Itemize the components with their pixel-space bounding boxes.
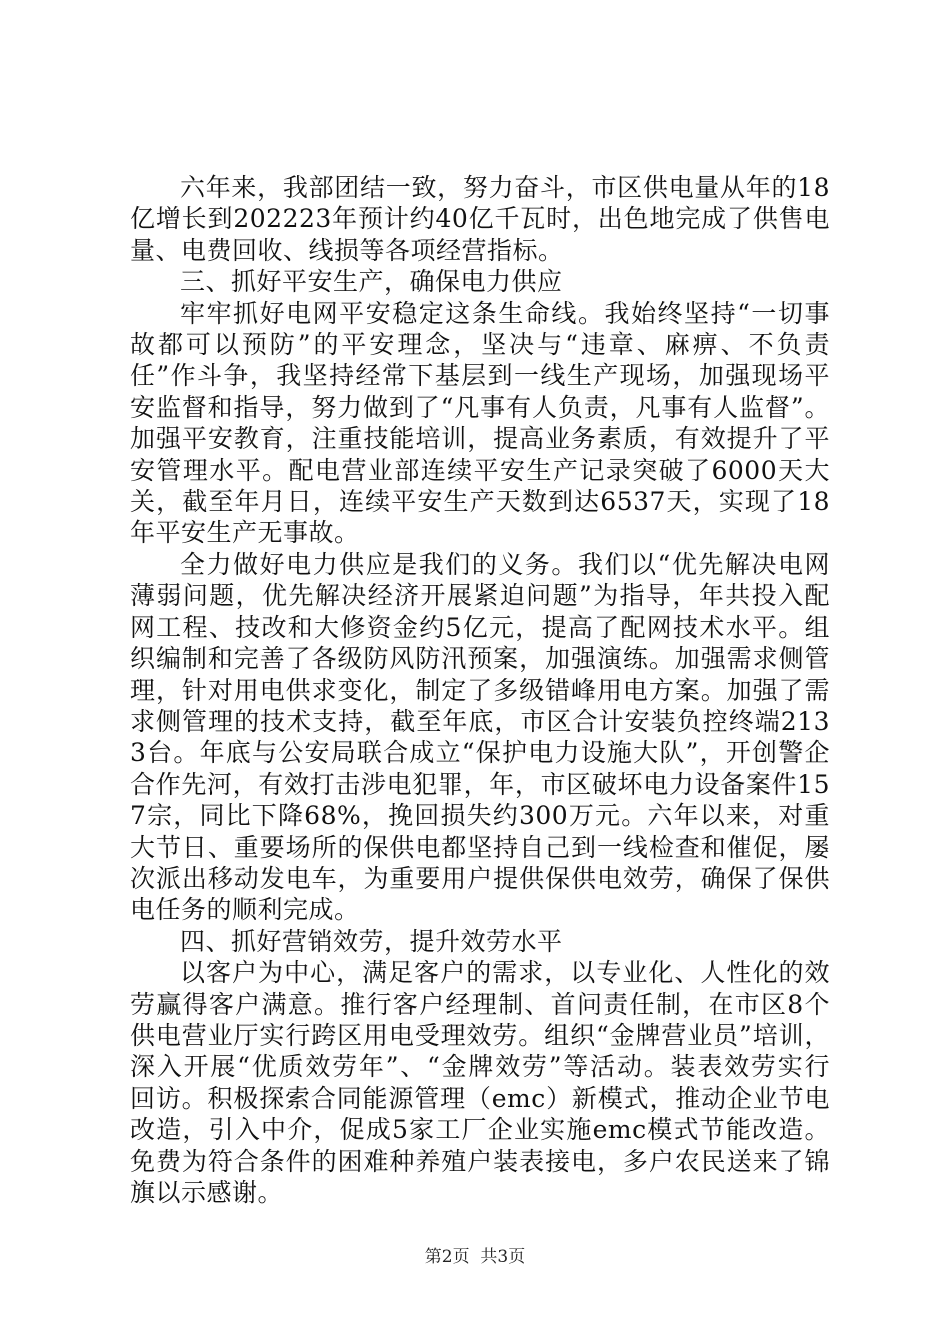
- page-number-label: 第2页 共3页: [424, 1247, 526, 1267]
- paragraph-grid-safety: 牢牢抓好电网平安稳定这条生命线。我始终坚持“一切事故都可以预防”的平安理念，坚决与“违章、麻痹、不负责任”作斗争，我坚持经常下基层到一线生产现场，加强现场平安监督和指导，努力做到了“凡事有人负责，凡事有人监督”。加强平安教育，注重技能培训，提高业务素质，有效提升了平安管理水平。配电营业部连续平安生产记录突破了6000天大关，截至年月日，连续平安生产天数到达6537天，实现了18年平安生产无事故。: [130, 298, 830, 548]
- paragraph-electricity-supply-growth: 六年来，我部团结一致，努力奋斗，市区供电量从年的18亿增长到202223年预计约40亿千瓦时，出色地完成了供售电量、电费回收、线损等各项经营指标。: [130, 173, 830, 265]
- paragraph-power-supply-duty: 全力做好电力供应是我们的义务。我们以“优先解决电网薄弱问题，优先解决经济开展紧迫问题”为指导，年共投入配网工程、技改和大修资金约5亿元，提高了配网技术水平。组织编制和完善了各级防风防汛预案，加强演练。加强需求侧管理，针对用电供求变化，制定了多级错峰用电方案。加强了需求侧管理的技术支持，截至年底，市区合计安装负控终端2133台。年底与公安局联合成立“保护电力设施大队”，开创警企合作先河，有效打击涉电犯罪，年，市区破坏电力设备案件157宗，同比下降68%，挽回损失约300万元。六年以来，对重大节日、重要场所的保供电都坚持自己到一线检查和催促，屡次派出移动发电车，为重要用户提供保供电效劳，确保了保供电任务的顺利完成。: [130, 549, 830, 925]
- section-heading-marketing-service: 四、抓好营销效劳，提升效劳水平: [180, 926, 563, 956]
- page-footer: [0, 1242, 950, 1267]
- document-body: [130, 172, 864, 1208]
- paragraph-customer-service: 以客户为中心，满足客户的需求，以专业化、人性化的效劳赢得客户满意。推行客户经理制、首问责任制，在市区8个供电营业厅实行跨区用电受理效劳。组织“金牌营业员”培训，深入开展“优质效劳年”、“金牌效劳”等活动。装表效劳实行 回访。积极探索合同能源管理（emc）新模式，推动企业节电改造，引入中介，促成5家工厂企业实施emc模式节能改造。免费为符合条件的困难种养殖户装表接电，多户农民送来了锦旗以示感谢。: [130, 958, 864, 1207]
- section-heading-safe-production: 三、抓好平安生产，确保电力供应: [180, 267, 563, 297]
